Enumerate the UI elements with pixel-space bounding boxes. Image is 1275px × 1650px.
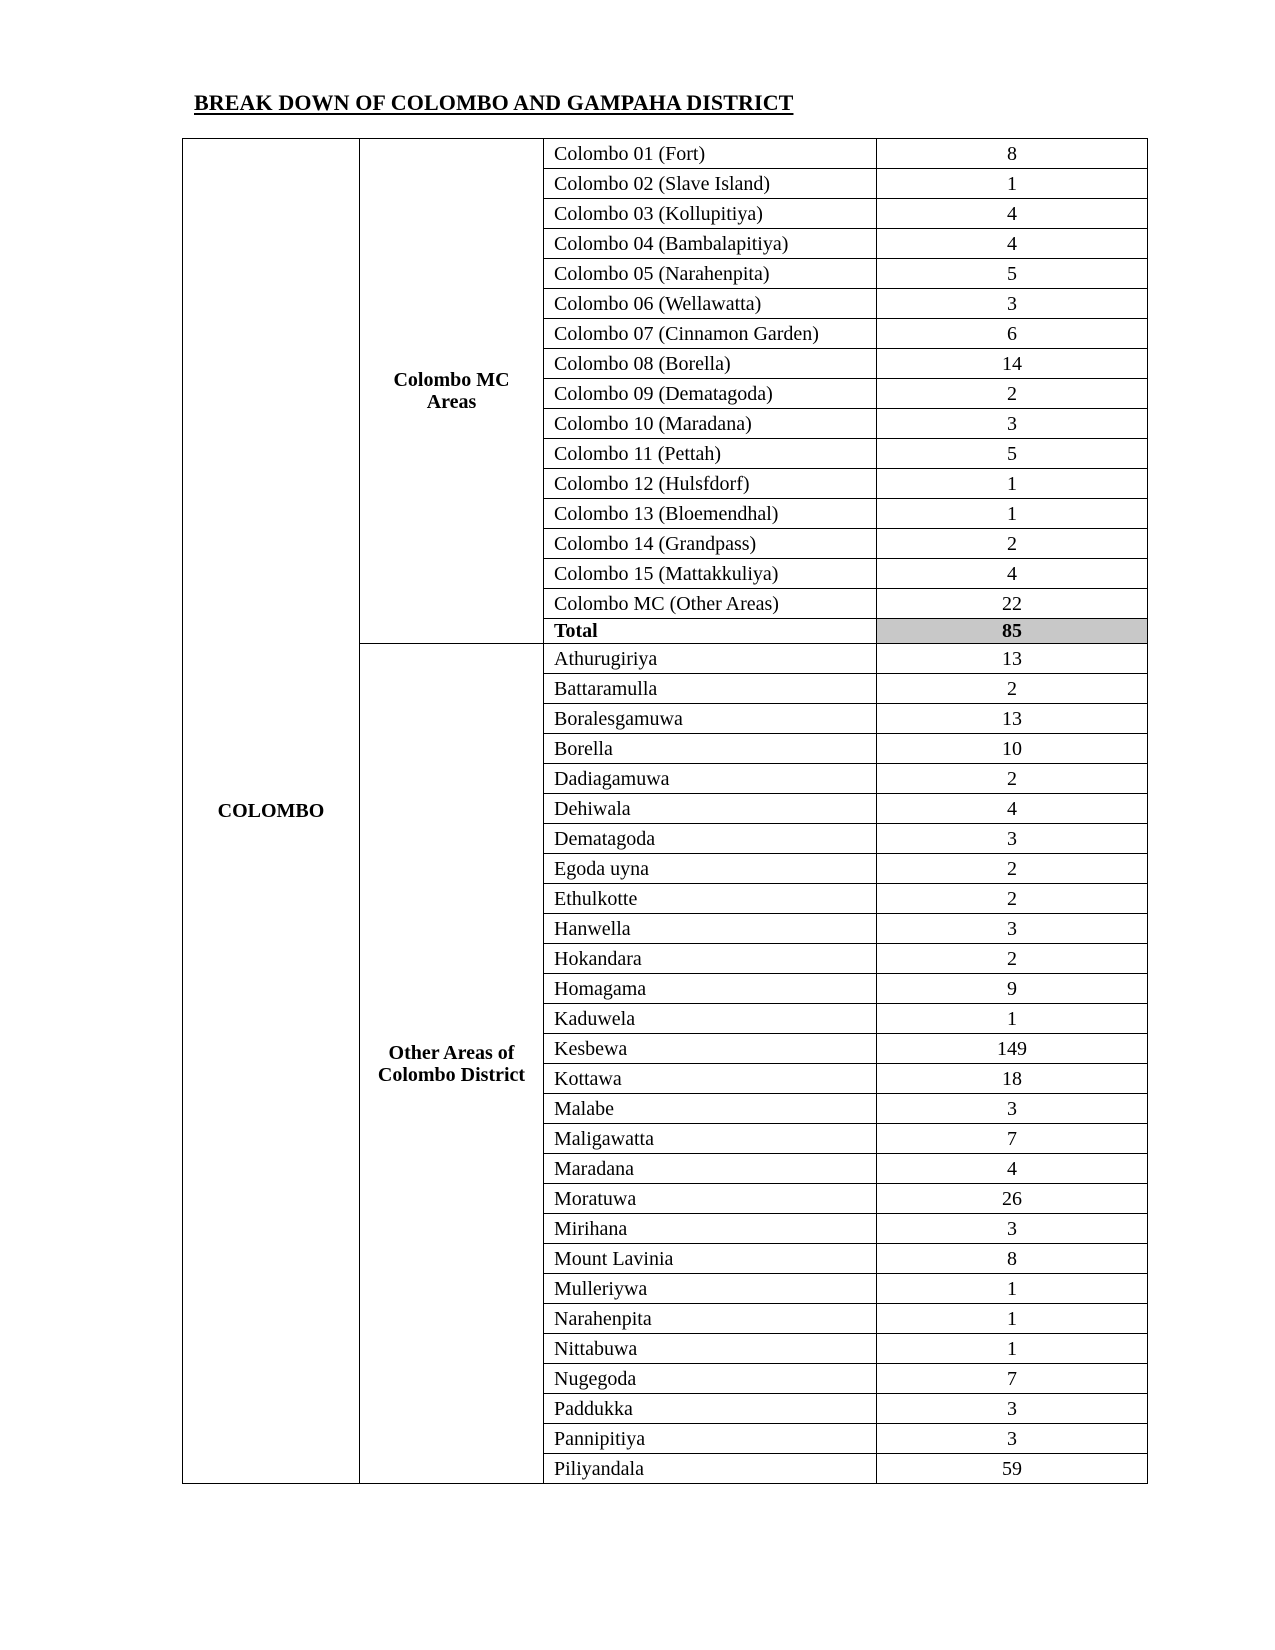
count-cell: 1 [877, 169, 1148, 199]
place-name-cell: Mirihana [544, 1214, 877, 1244]
area-label-line2: Areas [426, 391, 477, 413]
count-cell: 5 [877, 439, 1148, 469]
count-cell: 2 [877, 379, 1148, 409]
breakdown-table [182, 138, 1148, 1484]
count-cell: 4 [877, 794, 1148, 824]
place-name-cell: Hanwella [544, 914, 877, 944]
count-cell: 2 [877, 884, 1148, 914]
table-body [183, 139, 1148, 1484]
place-name-cell: Colombo 10 (Maradana) [544, 409, 877, 439]
place-name-cell: Narahenpita [544, 1304, 877, 1334]
count-cell: 2 [877, 854, 1148, 884]
place-name-cell: Kesbewa [544, 1034, 877, 1064]
place-name-cell: Pannipitiya [544, 1424, 877, 1454]
place-name-cell: Colombo 08 (Borella) [544, 349, 877, 379]
place-name-cell: Athurugiriya [544, 644, 877, 674]
place-name-cell: Moratuwa [544, 1184, 877, 1214]
count-cell: 18 [877, 1064, 1148, 1094]
place-name-cell: Battaramulla [544, 674, 877, 704]
place-name-cell: Hokandara [544, 944, 877, 974]
count-cell: 3 [877, 914, 1148, 944]
count-cell: 7 [877, 1364, 1148, 1394]
count-cell: 1 [877, 1304, 1148, 1334]
count-cell: 3 [877, 1424, 1148, 1454]
place-name-cell: Kottawa [544, 1064, 877, 1094]
place-name-cell: Dadiagamuwa [544, 764, 877, 794]
place-name-cell: Colombo 13 (Bloemendhal) [544, 499, 877, 529]
count-cell: 3 [877, 409, 1148, 439]
place-name-cell: Colombo 02 (Slave Island) [544, 169, 877, 199]
count-cell: 5 [877, 259, 1148, 289]
place-name-cell: Boralesgamuwa [544, 704, 877, 734]
place-name-cell: Colombo 11 (Pettah) [544, 439, 877, 469]
count-cell: 59 [877, 1454, 1148, 1484]
place-name-cell: Homagama [544, 974, 877, 1004]
place-name-cell: Piliyandala [544, 1454, 877, 1484]
place-name-cell: Borella [544, 734, 877, 764]
page-title: BREAK DOWN OF COLOMBO AND GAMPAHA DISTRICT [194, 90, 794, 115]
count-cell: 8 [877, 1244, 1148, 1274]
area-group-cell [360, 139, 544, 644]
place-name-cell: Mount Lavinia [544, 1244, 877, 1274]
count-cell: 22 [877, 589, 1148, 619]
count-cell: 1 [877, 1334, 1148, 1364]
place-name-cell: Dematagoda [544, 824, 877, 854]
place-name-cell: Colombo 05 (Narahenpita) [544, 259, 877, 289]
count-cell: 1 [877, 499, 1148, 529]
total-value-cell: 85 [877, 619, 1148, 644]
place-name-cell: Paddukka [544, 1394, 877, 1424]
count-cell: 4 [877, 1154, 1148, 1184]
place-name-cell: Colombo MC (Other Areas) [544, 589, 877, 619]
count-cell: 2 [877, 529, 1148, 559]
count-cell: 26 [877, 1184, 1148, 1214]
area-group-cell [360, 644, 544, 1484]
place-name-cell: Colombo 04 (Bambalapitiya) [544, 229, 877, 259]
count-cell: 4 [877, 199, 1148, 229]
place-name-cell: Colombo 01 (Fort) [544, 139, 877, 169]
count-cell: 2 [877, 764, 1148, 794]
place-name-cell: Nittabuwa [544, 1334, 877, 1364]
place-name-cell: Maradana [544, 1154, 877, 1184]
district-cell: COLOMBO [183, 139, 360, 1484]
count-cell: 10 [877, 734, 1148, 764]
place-name-cell: Colombo 03 (Kollupitiya) [544, 199, 877, 229]
count-cell: 8 [877, 139, 1148, 169]
count-cell: 14 [877, 349, 1148, 379]
place-name-cell: Nugegoda [544, 1364, 877, 1394]
total-label-cell: Total [544, 619, 877, 644]
place-name-cell: Egoda uyna [544, 854, 877, 884]
place-name-cell: Kaduwela [544, 1004, 877, 1034]
count-cell: 1 [877, 1274, 1148, 1304]
count-cell: 7 [877, 1124, 1148, 1154]
place-name-cell: Colombo 06 (Wellawatta) [544, 289, 877, 319]
count-cell: 1 [877, 1004, 1148, 1034]
place-name-cell: Colombo 15 (Mattakkuliya) [544, 559, 877, 589]
place-name-cell: Mulleriywa [544, 1274, 877, 1304]
place-name-cell: Malabe [544, 1094, 877, 1124]
count-cell: 13 [877, 644, 1148, 674]
count-cell: 1 [877, 469, 1148, 499]
table-row [183, 139, 1148, 169]
count-cell: 3 [877, 1214, 1148, 1244]
place-name-cell: Colombo 14 (Grandpass) [544, 529, 877, 559]
count-cell: 3 [877, 824, 1148, 854]
place-name-cell: Ethulkotte [544, 884, 877, 914]
area-label-line1: Colombo MC [393, 369, 510, 391]
place-name-cell: Colombo 12 (Hulsfdorf) [544, 469, 877, 499]
place-name-cell: Dehiwala [544, 794, 877, 824]
count-cell: 149 [877, 1034, 1148, 1064]
area-label-line1: Other Areas of [388, 1041, 515, 1064]
count-cell: 6 [877, 319, 1148, 349]
place-name-cell: Maligawatta [544, 1124, 877, 1154]
count-cell: 13 [877, 704, 1148, 734]
count-cell: 3 [877, 289, 1148, 319]
area-label-line2: Colombo District [377, 1063, 526, 1086]
count-cell: 3 [877, 1394, 1148, 1424]
count-cell: 4 [877, 559, 1148, 589]
place-name-cell: Colombo 09 (Dematagoda) [544, 379, 877, 409]
count-cell: 4 [877, 229, 1148, 259]
count-cell: 9 [877, 974, 1148, 1004]
place-name-cell: Colombo 07 (Cinnamon Garden) [544, 319, 877, 349]
count-cell: 2 [877, 674, 1148, 704]
count-cell: 2 [877, 944, 1148, 974]
count-cell: 3 [877, 1094, 1148, 1124]
